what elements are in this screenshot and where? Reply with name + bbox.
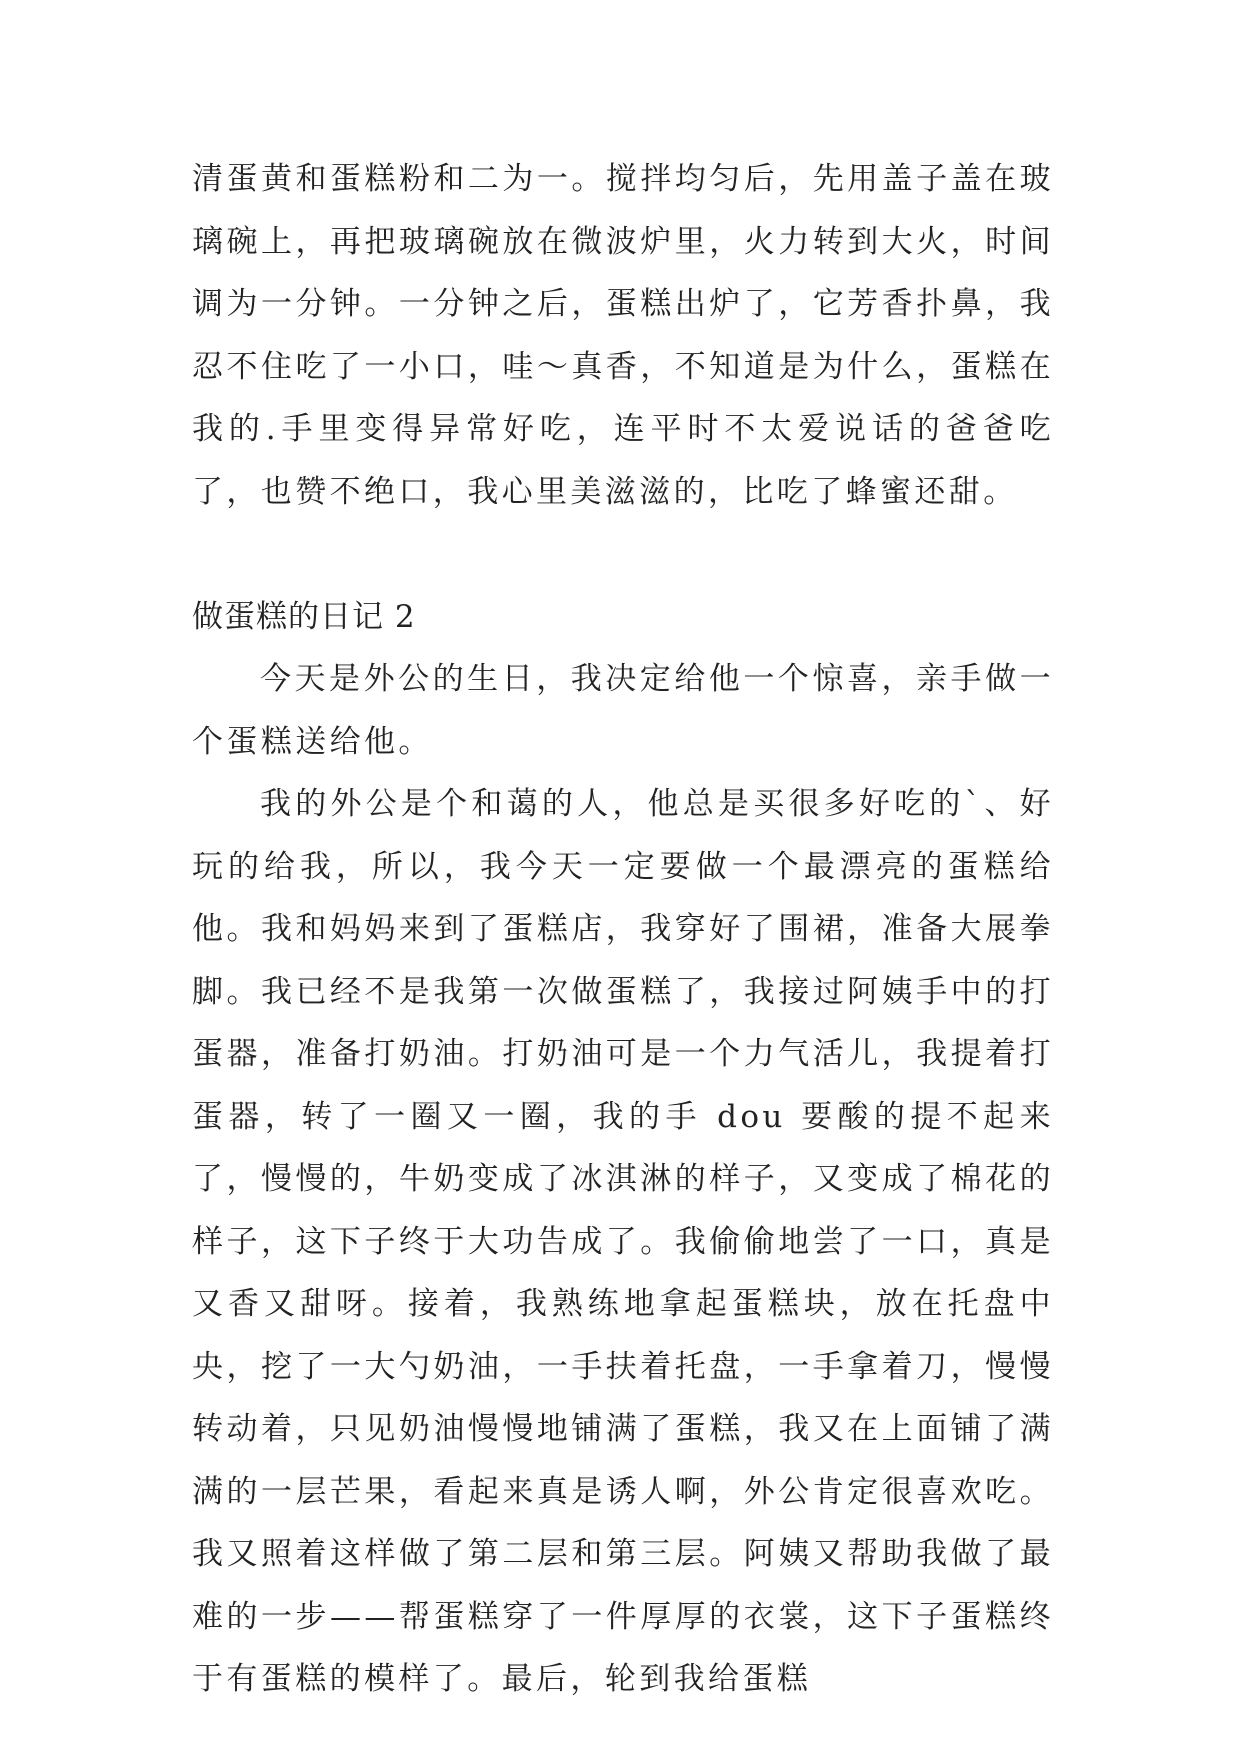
paragraph-gap bbox=[192, 523, 1054, 586]
document-body bbox=[192, 148, 1054, 1711]
section-title: 做蛋糕的日记 2 bbox=[192, 598, 416, 635]
continuation-paragraph: 清蛋黄和蛋糕粉和二为一。搅拌均匀后，先用盖子盖在玻璃碗上，再把玻璃碗放在微波炉里，火力转到大火，时间调为一分钟。一分钟之后，蛋糕出炉了，它芳香扑鼻，我忍不住吃了一小口，哇～真香，不知道是为什么，蛋糕在我的.手里变得异常好吃，连平时不太爱说话的爸爸吃了，也赞不绝口，我心里美滋滋的，比吃了蜂蜜还甜。 bbox=[192, 161, 1054, 510]
body-paragraph-2: 我的外公是个和蔼的人，他总是买很多好吃的`、好玩的给我，所以，我今天一定要做一个最漂亮的蛋糕给他。我和妈妈来到了蛋糕店，我穿好了围裙，准备大展拳脚。我已经不是我第一次做蛋糕了，我接过阿姨手中的打蛋器，准备打奶油。打奶油可是一个力气活儿，我提着打蛋器，转了一圈又一圈，我的手 dou 要酸的提不起来了，慢慢的，牛奶变成了冰淇淋的样子，又变成了棉花的样子，这下子终于大功告成了。我偷偷地尝了一口，真是又香又甜呀。接着，我熟练地拿起蛋糕块，放在托盘中央，挖了一大勺奶油，一手扶着托盘，一手拿着刀，慢慢转动着，只见奶油慢慢地铺满了蛋糕，我又在上面铺了满满的一层芒果，看起来真是诱人啊，外公肯定很喜欢吃。我又照着这样做了第二层和第三层。阿姨又帮助我做了最难的一步——帮蛋糕穿了一件厚厚的衣裳，这下子蛋糕终于有蛋糕的模样了。最后，轮到我给蛋糕 bbox=[192, 786, 1054, 1697]
body-paragraph-1: 今天是外公的生日，我决定给他一个惊喜，亲手做一个蛋糕送给他。 bbox=[192, 661, 1054, 760]
